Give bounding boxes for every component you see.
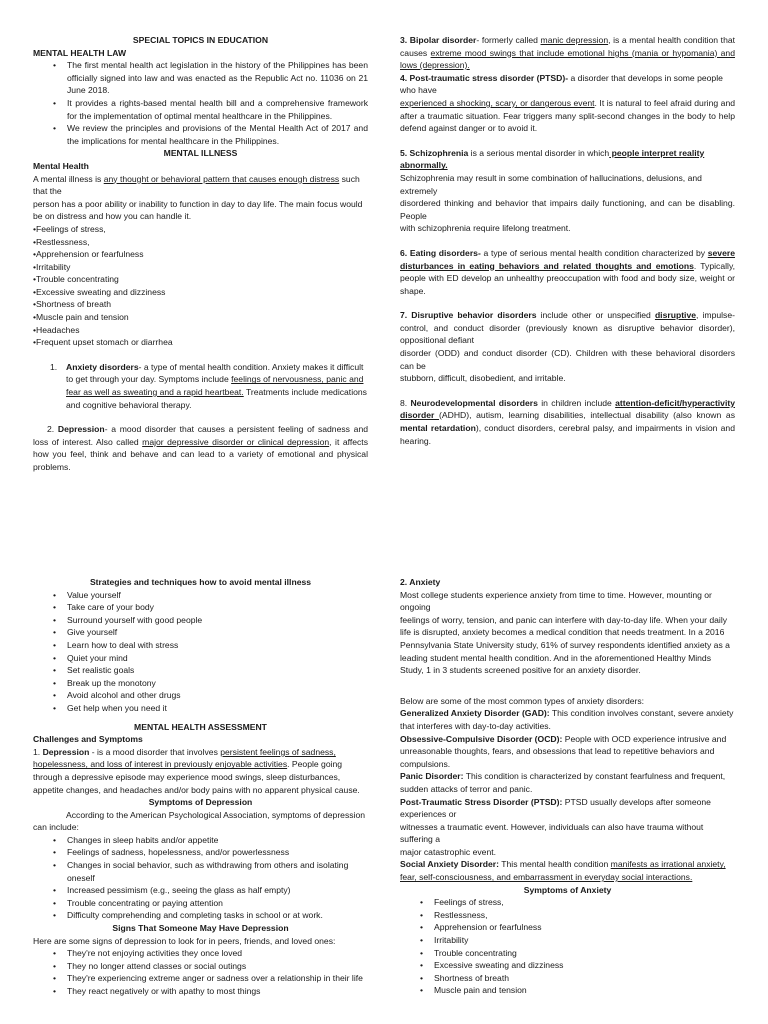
strategies-list: [33, 589, 368, 715]
social-anxiety-item: Social Anxiety Disorder: This mental health condition manifests as irrational anxiety, fear, self-consciousness, and embarrassment in everyday social interactions.: [400, 859, 726, 883]
strategy-item: • Learn how to deal with stress: [67, 639, 368, 652]
strategy-item: • Surround yourself with good people: [67, 614, 368, 627]
neurodevelopmental-item: 8. Neurodevelopmental disorders in children include attention-deficit/hyperactivity disorder (ADHD), autism, learning disabilities, intellectual disability (also known as mental retardation), conduct disorders, cerebral palsy, and impairments in vision and hearing.: [400, 397, 735, 446]
strategy-item: • Give yourself: [67, 626, 368, 639]
symptoms-of-anxiety-heading: Symptoms of Anxiety: [523, 884, 612, 895]
anxiety-symptom-item: • Shortness of breath: [434, 972, 735, 985]
ocd-item: Obsessive-Compulsive Disorder (OCD): People with OCD experience intrusive and unreasonable thoughts, fears, and obsessions that lead to repetitive behaviors and compulsions.: [400, 733, 727, 769]
anxiety-symptom-item: • Feelings of stress,: [434, 896, 735, 909]
anxiety-paragraph: Most college students experience anxiety from time to time. However, mounting or ongoing: [400, 589, 712, 613]
strategy-item: • Quiet your mind: [67, 652, 368, 665]
assessment-heading: MENTAL HEALTH ASSESSMENT: [134, 721, 267, 732]
strategy-item: • Avoid alcohol and other drugs: [67, 689, 368, 702]
strategies-heading: Strategies and techniques how to avoid mental illness: [89, 577, 312, 587]
strategies-assessment-section: [33, 576, 368, 998]
law-item: • We review the principles and provisions of the Mental Health Act of 2017 and the implications for mental healthcare in the Philippines.: [67, 122, 368, 147]
symptom-item: • Excessive sweating and dizziness: [33, 286, 368, 299]
symptom-item: • Shortness of breath: [33, 298, 368, 311]
mental-health-heading: Mental Health: [33, 160, 89, 171]
symptom-item: • Feelings of stress,: [33, 223, 368, 236]
depression-symptom-item: • Difficulty comprehending and completing tasks in school or at work.: [67, 909, 368, 922]
anxiety-symptom-item: • Excessive sweating and dizziness: [434, 959, 735, 972]
schizophrenia-text: with schizophrenia require lifelong treatment.: [400, 223, 571, 234]
mental-illness-definition-cont: person has a poor ability or inability to function in day to day life. The main focus would be on distress and how you can handle it.: [33, 198, 363, 222]
symptom-item: • Muscle pain and tension: [33, 311, 368, 324]
strategy-item: • Take care of your body: [67, 601, 368, 614]
anxiety-paragraph: feelings of worry, tension, and panic can interfere with day-to-day life. When your daily life is disrupted, anxiety becomes a medical condition that needs treatment. In a 2016 Pennsylvania State University study, 61% of survey respondents identified anxiety as a leading student mental health condition. And in the aforementioned Healthy Minds Study, 1 in 3 students screened positive for an anxiety disorder.: [400, 614, 730, 676]
ptsd-anxiety-text: major catastrophic event.: [400, 846, 497, 857]
mental-health-law-section: [33, 34, 368, 474]
symptoms-of-depression-heading: Symptoms of Depression: [148, 797, 253, 808]
disruptive-behavior-item: 7. Disruptive behavior disorders include other or unspecified disruptive, impulse-control, and conduct disorder (previously known as disruptive behavior disorder), oppositional defiant: [400, 310, 735, 346]
schizophrenia-text: Schizophrenia may result in some combination of hallucinations, delusions, and extremely: [400, 172, 702, 196]
disruptive-text: disorder (ODD) and conduct disorder (CD). Children with these behavioral disorders can be: [400, 348, 735, 371]
anxiety-symptom-item: • Irritability: [434, 934, 735, 947]
sign-item: • They're not enjoying activities they once loved: [67, 947, 368, 960]
sign-item: • They no longer attend classes or social outings: [67, 960, 368, 973]
eating-disorders-item: 6. Eating disorders- a type of serious mental health condition characterized by severe disturbances in eating behaviors and related thoughts and emotions. Typically, people with ED develop an unhealthy preoccupation with food and body size, weight or shape.: [400, 247, 735, 296]
law-item: • It provides a rights-based mental health bill and a comprehensive framework for the implementation of optimal mental healthcare in the Philippines.: [67, 97, 368, 122]
strategy-item: • Set realistic goals: [67, 664, 368, 677]
anxiety-disorders-item: 1. Anxiety disorders- a type of mental health condition. Anxiety makes it difficult to get through your day. Symptoms include feelings of nervousness, panic and fear as well as sweating and a rapid heartbeat. Treatments include medications and cognitive behavioral therapy.: [50, 361, 367, 410]
ptsd-anxiety-text: witnesses a traumatic event. However, individuals can also have trauma without suffering a: [400, 821, 704, 845]
schizophrenia-text: disordered thinking and behavior that impairs daily functioning, and can be disabling. People: [400, 198, 735, 221]
disorders-continued-section: [400, 34, 735, 447]
strategy-item: • Value yourself: [67, 589, 368, 602]
anxiety-symptom-list: [400, 896, 735, 997]
symptom-item: • Apprehension or fearfulness: [33, 248, 368, 261]
ptsd-item: 4. Post-traumatic stress disorder (PTSD)- a disorder that develops in some people who have: [400, 72, 723, 96]
symptom-item: • Restlessness,: [33, 236, 368, 249]
depression-item: 2. Depression- a mood disorder that causes a persistent feeling of sadness and loss of interest. Also called major depressive disorder or clinical depression, it affects how you feel, think and behave and can lead to a variety of emotional and physical problems.: [33, 424, 368, 472]
ptsd-item-cont: experienced a shocking, scary, or dangerous event. It is natural to feel afraid during and after a traumatic situation. Fear triggers many split-second changes in the body to help defend against danger or to avoid it.: [400, 97, 735, 134]
panic-item: Panic Disorder: This condition is characterized by constant fearfulness and frequent, sudden attacks of terror and panic.: [400, 771, 726, 794]
schizophrenia-item: 5. Schizophrenia is a serious mental disorder in which people interpret reality abnormally.: [400, 147, 705, 171]
anxiety-section: [400, 576, 735, 997]
sign-item: • They're experiencing extreme anger or sadness over a relationship in their life: [67, 972, 368, 985]
law-item: • The first mental health act legislation in the history of the Philippines has been officially signed into law and was enacted as the Republic Act no. 11036 on 21 June 2018.: [67, 59, 368, 97]
disruptive-text: stubborn, difficult, disobedient, and irritable.: [400, 373, 566, 384]
symptoms-of-depression-intro: According to the American Psychological Association, symptoms of depression can include:: [33, 809, 366, 833]
depression-symptom-item: • Increased pessimism (e.g., seeing the glass as half empty): [67, 884, 368, 897]
anxiety-heading: 2. Anxiety: [400, 577, 441, 587]
symptom-item: • Headaches: [33, 324, 368, 337]
depression-symptom-item: • Trouble concentrating or paying attention: [67, 897, 368, 910]
bipolar-item: 3. Bipolar disorder- formerly called manic depression, is a mental health condition that causes extreme mood swings that include emotional highs (mania or hypomania) and lows (depression).: [400, 35, 736, 71]
document-title: SPECIAL TOPICS IN EDUCATION: [132, 35, 269, 45]
depression-symptom-list: [33, 834, 368, 922]
mental-illness-definition: A mental illness is any thought or behavioral pattern that causes enough distress such that the: [33, 173, 360, 197]
anxiety-symptom-item: • Restlessness,: [434, 909, 735, 922]
challenges-heading: Challenges and Symptoms: [33, 734, 143, 745]
symptom-item: • Frequent upset stomach or diarrhea: [33, 336, 368, 349]
symptom-list: [33, 223, 368, 349]
depression-assessment-item: 1. Depression - is a mood disorder that involves persistent feelings of sadness, hopelessness, and loss of interest in previously enjoyable activities. People going through a depressive episode may experience mood swings, sleep disturbances, appetite changes, and headaches and/or body pains with no apparent physical cause.: [33, 746, 360, 795]
symptom-item: • Trouble concentrating: [33, 273, 368, 286]
strategy-item: • Break up the monotony: [67, 677, 368, 690]
anxiety-symptom-item: • Trouble concentrating: [434, 947, 735, 960]
depression-symptom-item: • Changes in social behavior, such as withdrawing from others and isolating oneself: [67, 859, 368, 884]
depression-symptom-item: • Feelings of sadness, hopelessness, and/or powerlessness: [67, 846, 368, 859]
anxiety-types-intro: Below are some of the most common types of anxiety disorders:: [400, 695, 645, 706]
signs-of-depression-heading: Signs That Someone May Have Depression: [112, 923, 289, 934]
illness-heading: MENTAL ILLNESS: [163, 148, 238, 159]
strategy-item: • Get help when you need it: [67, 702, 368, 715]
sign-item: • They react negatively or with apathy to most things: [67, 985, 368, 998]
signs-intro: Here are some signs of depression to look for in peers, friends, and loved ones:: [33, 935, 336, 946]
gad-item: Generalized Anxiety Disorder (GAD): This condition involves constant, severe anxiety that interferes with day-to-day activities.: [400, 708, 734, 731]
symptom-item: • Irritability: [33, 261, 368, 274]
signs-list: [33, 947, 368, 997]
law-heading: MENTAL HEALTH LAW: [33, 47, 127, 58]
ptsd-anxiety-item: Post-Traumatic Stress Disorder (PTSD): PTSD usually develops after someone experiences or: [400, 796, 711, 820]
law-list: [33, 59, 368, 147]
depression-symptom-item: • Changes in sleep habits and/or appetite: [67, 834, 368, 847]
anxiety-symptom-item: • Muscle pain and tension: [434, 984, 735, 997]
anxiety-symptom-item: • Apprehension or fearfulness: [434, 921, 735, 934]
